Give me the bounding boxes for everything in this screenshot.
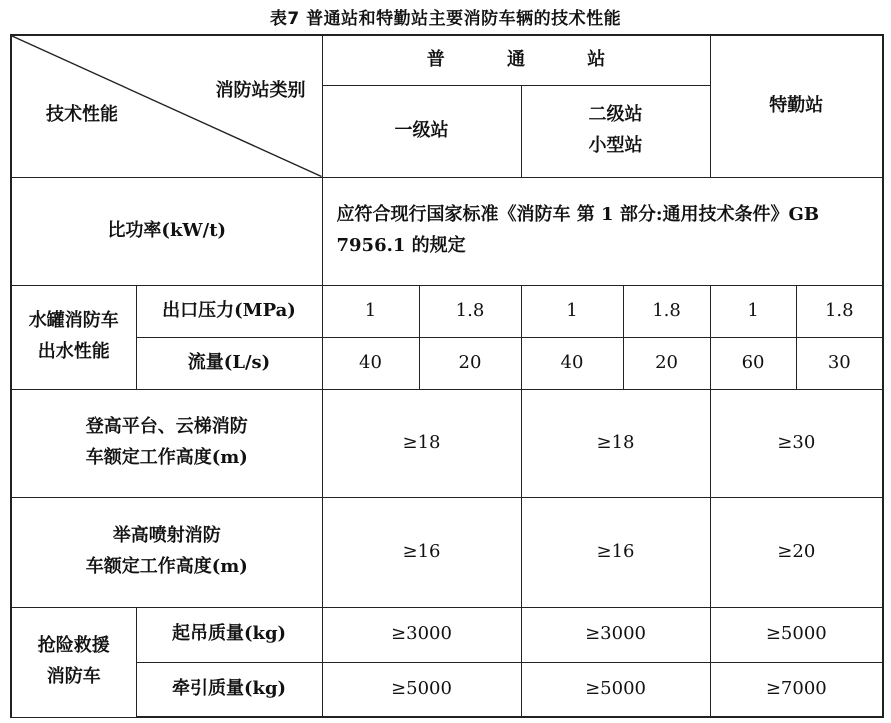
table-caption: 表7 普通站和特勤站主要消防车辆的技术性能 <box>269 9 622 29</box>
lifting-mass-level1: ≥3000 <box>322 607 521 662</box>
lifting-mass-label: 起吊质量(kg) <box>136 607 322 662</box>
aerial-ladder-special: ≥30 <box>710 389 883 497</box>
rescue-truck-label-line2: 消防车 <box>46 666 101 687</box>
header-ordinary-station: 普 通 站 <box>322 35 710 85</box>
spec-table <box>10 34 884 718</box>
lift-spray-label-line1: 举高喷射消防 <box>112 525 221 547</box>
tank-truck-label <box>11 285 136 389</box>
header-level1-station: 一级站 <box>322 85 521 177</box>
lift-spray-level2: ≥16 <box>521 497 710 607</box>
towing-mass-label: 牵引质量(kg) <box>136 662 322 717</box>
tank-truck-label-line1: 水罐消防车 <box>28 310 119 332</box>
pressure-cell: 1.8 <box>419 285 521 337</box>
flow-cell: 30 <box>796 337 883 389</box>
pressure-cell: 1 <box>521 285 623 337</box>
header-special-station: 特勤站 <box>710 35 883 177</box>
towing-mass-level1: ≥5000 <box>322 662 521 717</box>
power-ratio-label: 比功率(kW/t) <box>11 177 322 285</box>
lift-spray-special: ≥20 <box>710 497 883 607</box>
pressure-cell: 1 <box>710 285 796 337</box>
lifting-mass-special: ≥5000 <box>710 607 883 662</box>
header-station-category: 消防站类别 <box>215 80 306 101</box>
power-ratio-requirement: 应符合现行国家标准《消防车 第 1 部分:通用技术条件》GB 7956.1 的规定 <box>322 177 883 285</box>
pressure-cell: 1.8 <box>623 285 710 337</box>
flow-cell: 20 <box>419 337 521 389</box>
towing-mass-level2: ≥5000 <box>521 662 710 717</box>
flow-cell: 60 <box>710 337 796 389</box>
pressure-cell: 1.8 <box>796 285 883 337</box>
pressure-cell: 1 <box>322 285 419 337</box>
flow-cell: 40 <box>322 337 419 389</box>
header-technical-performance: 技术性能 <box>46 103 118 125</box>
lift-spray-label <box>11 497 322 607</box>
flow-cell: 20 <box>623 337 710 389</box>
header-level2-station <box>521 85 710 177</box>
lifting-mass-level2: ≥3000 <box>521 607 710 662</box>
aerial-ladder-level2: ≥18 <box>521 389 710 497</box>
header-level2-line1: 二级站 <box>588 104 643 126</box>
lift-spray-label-line2: 车额定工作高度(m) <box>85 556 248 577</box>
aerial-ladder-label-line1: 登高平台、云梯消防 <box>85 416 248 438</box>
flow-label: 流量(L/s) <box>136 337 322 389</box>
outlet-pressure-label: 出口压力(MPa) <box>136 285 322 337</box>
header-level2-line2: 小型站 <box>588 135 643 156</box>
rescue-truck-label <box>11 607 136 717</box>
tank-truck-label-line2: 出水性能 <box>37 341 110 362</box>
rescue-truck-label-line1: 抢险救援 <box>37 635 110 657</box>
aerial-ladder-label <box>11 389 322 497</box>
aerial-ladder-label-line2: 车额定工作高度(m) <box>85 447 248 468</box>
aerial-ladder-level1: ≥18 <box>322 389 521 497</box>
towing-mass-special: ≥7000 <box>710 662 883 717</box>
flow-cell: 40 <box>521 337 623 389</box>
diagonal-header-cell <box>11 35 322 177</box>
lift-spray-level1: ≥16 <box>322 497 521 607</box>
